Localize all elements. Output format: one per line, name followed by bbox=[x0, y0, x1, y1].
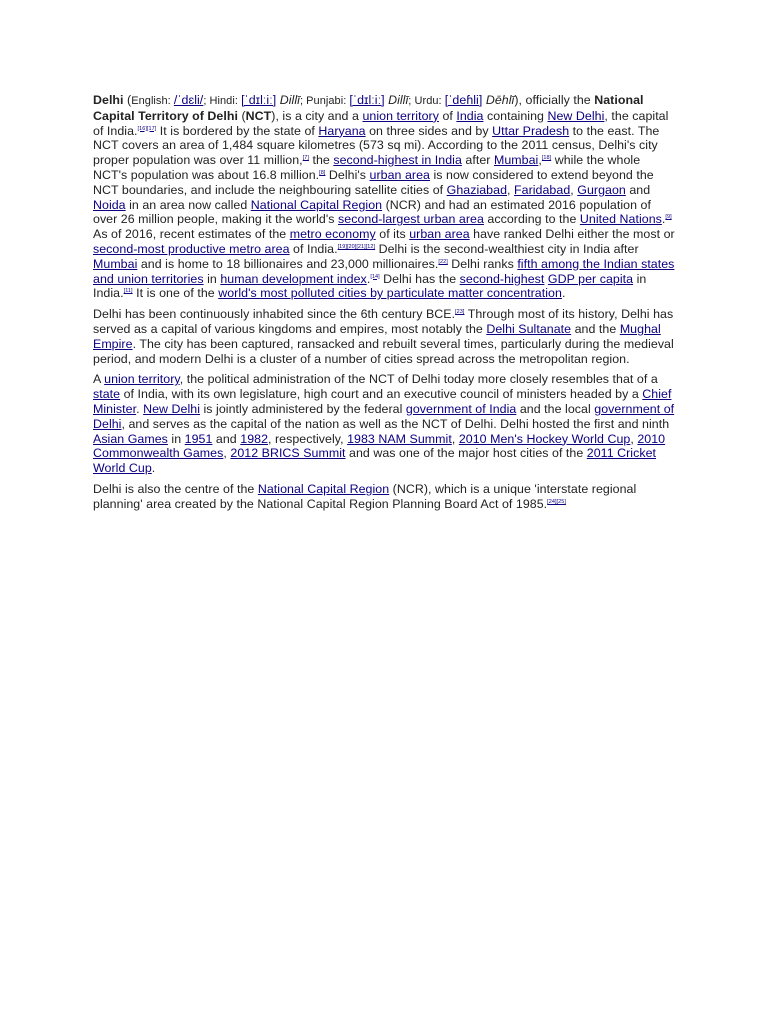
wiki-link[interactable]: United Nations bbox=[579, 212, 662, 227]
text-run: while the whole NCT's population was about 16.8 million. bbox=[93, 153, 641, 182]
wiki-link[interactable]: second-most productive metro area bbox=[93, 241, 290, 256]
text-run: and bbox=[212, 431, 241, 446]
wiki-link[interactable]: /ˈdɛli/ bbox=[173, 93, 204, 107]
wiki-link[interactable]: 2010 Men's Hockey World Cup bbox=[458, 431, 631, 446]
citation-link[interactable]: [23] bbox=[455, 309, 465, 316]
text-run: have ranked Delhi either the most or bbox=[469, 227, 675, 242]
wiki-link[interactable]: 1982 bbox=[240, 431, 269, 446]
italic-text: Dillī bbox=[388, 93, 409, 107]
text-run: to the east. The NCT covers an area of 1,484 square kilometres (573 sq mi). According to the 2011 census, Delhi's city proper population was over 11 million, bbox=[93, 123, 660, 168]
citation-link[interactable]: [22] bbox=[438, 258, 448, 265]
text-run: (NCR) and had an estimated 2016 population of over 26 million people, making it the world's bbox=[93, 197, 651, 227]
citation-link[interactable]: [18] bbox=[541, 155, 552, 162]
paragraph-3 bbox=[93, 372, 677, 476]
text-run: and the bbox=[571, 321, 620, 336]
wiki-link[interactable]: National Capital Region bbox=[257, 481, 390, 496]
wiki-link[interactable]: human development index bbox=[220, 271, 367, 286]
wiki-link[interactable]: Mumbai bbox=[93, 256, 138, 271]
text-run: in bbox=[203, 271, 221, 286]
wiki-link[interactable]: union territory bbox=[104, 372, 180, 387]
wiki-link[interactable]: fifth among the Indian states and union territories bbox=[93, 256, 675, 286]
paragraph-4 bbox=[93, 482, 677, 512]
wiki-link[interactable]: Mumbai bbox=[493, 153, 539, 168]
text-run: A bbox=[93, 372, 105, 387]
text-run: Delhi is also the centre of the bbox=[93, 481, 258, 496]
wiki-link[interactable]: Chief Minister bbox=[93, 387, 672, 416]
wiki-link[interactable]: urban area bbox=[369, 167, 430, 182]
wiki-link[interactable]: union territory bbox=[362, 108, 439, 123]
wiki-link[interactable]: 2011 Cricket World Cup bbox=[93, 446, 657, 476]
text-run: after bbox=[461, 153, 494, 168]
wiki-link[interactable]: National Capital Region bbox=[250, 197, 383, 212]
text-run: ), is a city and a bbox=[271, 108, 363, 123]
wiki-link[interactable]: Gurgaon bbox=[577, 182, 626, 197]
text-run: As of 2016, recent estimates of the bbox=[93, 227, 290, 242]
text-run: It is one of the bbox=[132, 286, 219, 301]
text-run: of bbox=[438, 108, 457, 123]
text-run: , bbox=[451, 431, 459, 446]
text-run: containing bbox=[483, 108, 548, 123]
text-run: Delhi's bbox=[325, 167, 370, 182]
text-run: ), officially the bbox=[514, 93, 595, 107]
wiki-link[interactable]: [ˈdeɦli] bbox=[444, 93, 483, 107]
wiki-link[interactable]: urban area bbox=[409, 227, 470, 242]
text-run: Through most of its history, Delhi has served as a capital of various kingdoms and empires, most notably the bbox=[93, 307, 674, 336]
wiki-link[interactable]: second-largest urban area bbox=[338, 212, 484, 227]
citation-link[interactable]: [19][20][21][12] bbox=[337, 243, 376, 250]
bold-text: Delhi bbox=[93, 93, 124, 107]
language-label: English: bbox=[131, 95, 174, 107]
text-run: of India. bbox=[289, 241, 338, 256]
wiki-link[interactable]: Asian Games bbox=[93, 431, 168, 446]
wiki-link[interactable]: Faridabad bbox=[514, 182, 571, 197]
wiki-link[interactable]: state bbox=[93, 387, 121, 402]
text-run: Delhi ranks bbox=[447, 256, 518, 271]
text-run: ( bbox=[123, 93, 132, 107]
text-run: . bbox=[136, 401, 144, 416]
text-run: and is home to 18 billionaires and 23,000 millionaires. bbox=[137, 256, 439, 271]
text-run: . bbox=[661, 212, 666, 227]
wiki-link[interactable]: government of India bbox=[405, 401, 517, 416]
text-run: and bbox=[625, 182, 651, 197]
text-run: , the capital of India. bbox=[93, 108, 669, 138]
text-run: is jointly administered by the federal bbox=[200, 401, 406, 416]
text-run: Delhi has been continuously inhabited since the 6th century BCE. bbox=[93, 307, 456, 322]
paragraph-1 bbox=[93, 93, 677, 301]
text-run: of its bbox=[375, 227, 410, 242]
wiki-link[interactable]: 2010 Commonwealth Games bbox=[93, 431, 666, 461]
text-run: of India, with its own legislature, high court and an executive council of ministers headed by a bbox=[120, 387, 643, 402]
bold-text: NCT bbox=[245, 108, 272, 123]
wiki-link[interactable]: Ghaziabad bbox=[446, 182, 508, 197]
wiki-link[interactable]: [ˈdɪlːiː] bbox=[241, 93, 277, 107]
language-label: ; Hindi: bbox=[203, 95, 242, 107]
text-run: , respectively, bbox=[268, 431, 348, 446]
citation-link[interactable]: [9] bbox=[665, 214, 672, 221]
article-body bbox=[93, 93, 677, 518]
wiki-link[interactable]: Haryana bbox=[318, 123, 366, 138]
text-run: according to the bbox=[483, 212, 580, 227]
text-run: , bbox=[223, 446, 231, 461]
citation-link[interactable]: [14] bbox=[370, 273, 380, 280]
wiki-link[interactable]: [ˈdɪlːiː] bbox=[349, 93, 385, 107]
citation-link[interactable]: [8] bbox=[319, 169, 326, 176]
wiki-link[interactable]: Uttar Pradesh bbox=[492, 123, 570, 138]
wiki-link[interactable]: world's most polluted cities by particulate matter concentration bbox=[218, 286, 562, 301]
wiki-link[interactable]: Mughal Empire bbox=[93, 321, 661, 351]
text-run: , bbox=[538, 153, 542, 168]
wiki-link[interactable]: New Delhi bbox=[143, 401, 201, 416]
wiki-link[interactable]: GDP per capita bbox=[547, 271, 634, 286]
wiki-link[interactable]: 1983 NAM Summit bbox=[347, 431, 452, 446]
language-label: ; Punjabi: bbox=[299, 95, 350, 107]
text-run: , bbox=[630, 431, 638, 446]
wiki-link[interactable]: India bbox=[456, 108, 484, 123]
citation-link[interactable]: [16][17] bbox=[137, 125, 157, 132]
italic-text: Dēhlī bbox=[485, 93, 515, 107]
text-run: ( bbox=[237, 108, 246, 123]
text-run: Delhi has the bbox=[379, 271, 460, 286]
citation-link[interactable]: [11] bbox=[123, 288, 133, 295]
text-run: . bbox=[561, 286, 566, 301]
citation-link[interactable]: [24][25] bbox=[547, 498, 566, 505]
text-run: Delhi is the second-wealthiest city in India after bbox=[375, 241, 639, 256]
text-run: It is bordered by the state of bbox=[156, 123, 319, 138]
wiki-link[interactable]: government of Delhi bbox=[93, 401, 675, 431]
text-run: in an area now called bbox=[125, 197, 251, 212]
text-run: , bbox=[570, 182, 578, 197]
text-run: (NCR), which is a unique 'interstate regional planning' area created by the National Capital Region Planning Board Act of 1985. bbox=[93, 481, 637, 511]
wiki-link[interactable]: 1951 bbox=[184, 431, 213, 446]
wiki-link[interactable]: second-highest bbox=[459, 271, 545, 286]
wiki-link[interactable]: 2012 BRICS Summit bbox=[230, 446, 346, 461]
text-run: . bbox=[366, 271, 371, 286]
text-run: , the political administration of the NCT of Delhi today more closely resembles that of a bbox=[179, 372, 658, 387]
text-run: is now considered to extend beyond the NCT boundaries, and include the neighbouring satellite cities of bbox=[93, 167, 654, 197]
text-run: . bbox=[151, 461, 156, 476]
text-run: and the local bbox=[516, 401, 595, 416]
text-run: . The city has been captured, ransacked and rebuilt several times, particularly during the medieval period, and modern Delhi is a cluster of a number of cities spread across the metropolitan region. bbox=[93, 336, 674, 366]
wiki-link[interactable]: New Delhi bbox=[547, 108, 605, 123]
text-run: on three sides and by bbox=[365, 123, 493, 138]
text-run: and was one of the major host cities of the bbox=[345, 446, 587, 461]
wiki-link[interactable]: metro economy bbox=[289, 227, 376, 242]
text-run: , bbox=[507, 182, 515, 197]
text-run: in bbox=[167, 431, 185, 446]
paragraph-2 bbox=[93, 307, 677, 366]
text-run: the bbox=[308, 153, 334, 168]
wiki-link[interactable]: Delhi Sultanate bbox=[486, 321, 572, 336]
bold-text: National Capital Territory of Delhi bbox=[93, 93, 644, 123]
wiki-link[interactable]: second-highest in India bbox=[333, 153, 462, 168]
text-run: , and serves as the capital of the nation as well as the NCT of Delhi. Delhi hosted the first and ninth bbox=[121, 416, 670, 431]
text-run: in India. bbox=[93, 271, 647, 301]
citation-link[interactable]: [7] bbox=[302, 155, 309, 162]
italic-text: Dillī bbox=[279, 93, 300, 107]
language-label: ; Urdu: bbox=[408, 95, 445, 107]
wiki-link[interactable]: Noida bbox=[93, 197, 126, 212]
